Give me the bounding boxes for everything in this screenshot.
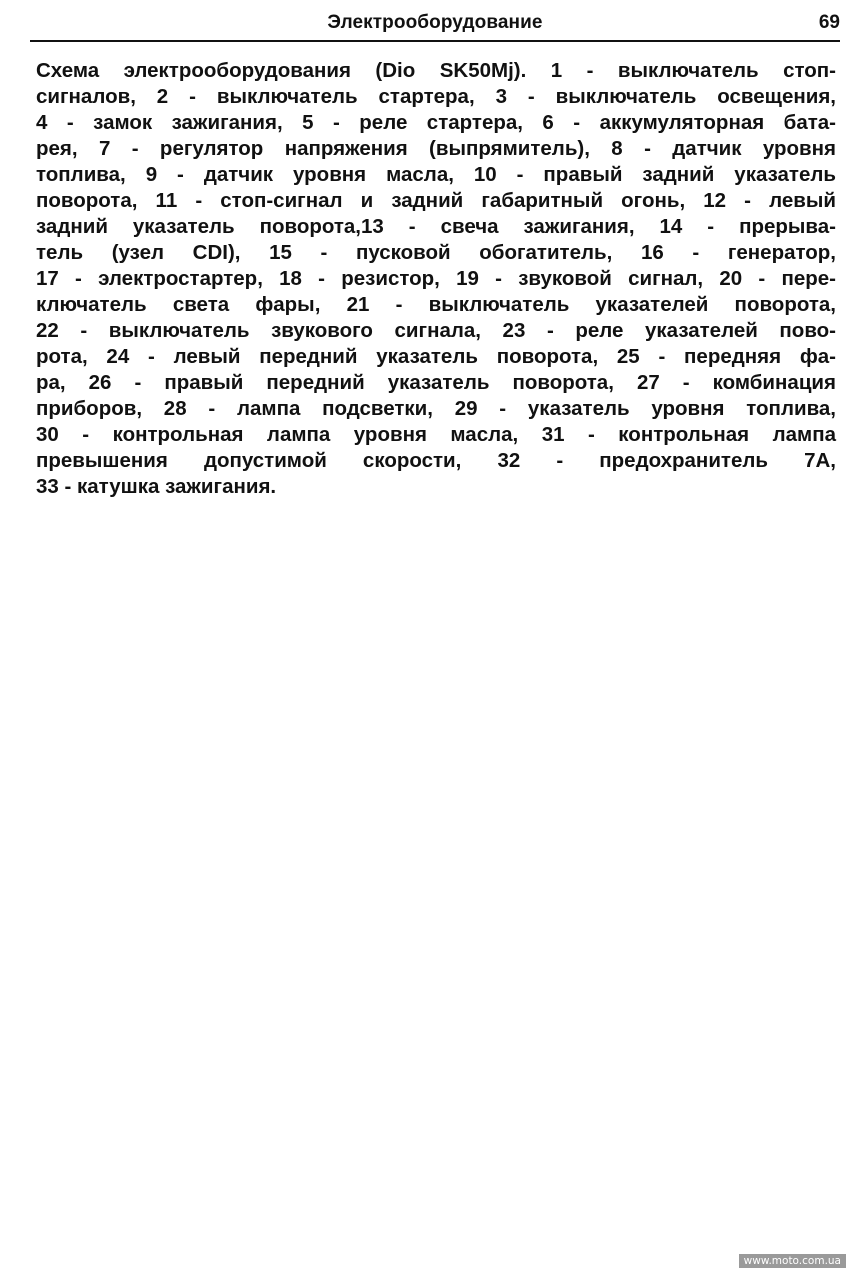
caption-line: 30 - контрольная лампа уровня масла, 31 - контрольная лампа: [36, 423, 836, 446]
caption-line: приборов, 28 - лампа подсветки, 29 - указатель уровня топлива,: [36, 397, 836, 420]
watermark-url: www.moto.com.ua: [739, 1254, 846, 1268]
caption-line: рота, 24 - левый передний указатель поворота, 25 - передняя фа-: [36, 345, 836, 368]
caption-line: 22 - выключатель звукового сигнала, 23 - реле указателей пово-: [36, 319, 836, 342]
caption-line: 17 - электростартер, 18 - резистор, 19 - звуковой сигнал, 20 - пере-: [36, 267, 836, 290]
caption-line: сигналов, 2 - выключатель стартера, 3 - выключатель освещения,: [36, 85, 836, 108]
caption-line: рея, 7 - регулятор напряжения (выпрямитель), 8 - датчик уровня: [36, 137, 836, 160]
caption-line: 33 - катушка зажигания.: [36, 475, 277, 498]
caption-line: задний указатель поворота,13 - свеча зажигания, 14 - прерыва-: [36, 215, 836, 238]
caption-line: ра, 26 - правый передний указатель поворота, 27 - комбинация: [36, 371, 836, 394]
caption-line: 4 - замок зажигания, 5 - реле стартера, 6 - аккумуляторная бата-: [36, 111, 836, 134]
caption-line: тель (узел CDI), 15 - пусковой обогатитель, 16 - генератор,: [36, 241, 836, 264]
section-title: Электрооборудование: [327, 12, 543, 33]
caption-line: превышения допустимой скорости, 32 - предохранитель 7А,: [36, 449, 836, 472]
running-header: [30, 6, 840, 42]
page-number: 69: [818, 12, 840, 33]
caption-line: ключатель света фары, 21 - выключатель указателей поворота,: [36, 293, 836, 316]
caption-line: поворота, 11 - стоп-сигнал и задний габаритный огонь, 12 - левый: [36, 189, 836, 212]
caption-line: Схема электрооборудования (Dio SK50Mj). 1 - выключатель стоп-: [36, 59, 836, 82]
caption-line: топлива, 9 - датчик уровня масла, 10 - правый задний указатель: [36, 163, 836, 186]
figure-caption: [36, 58, 836, 500]
